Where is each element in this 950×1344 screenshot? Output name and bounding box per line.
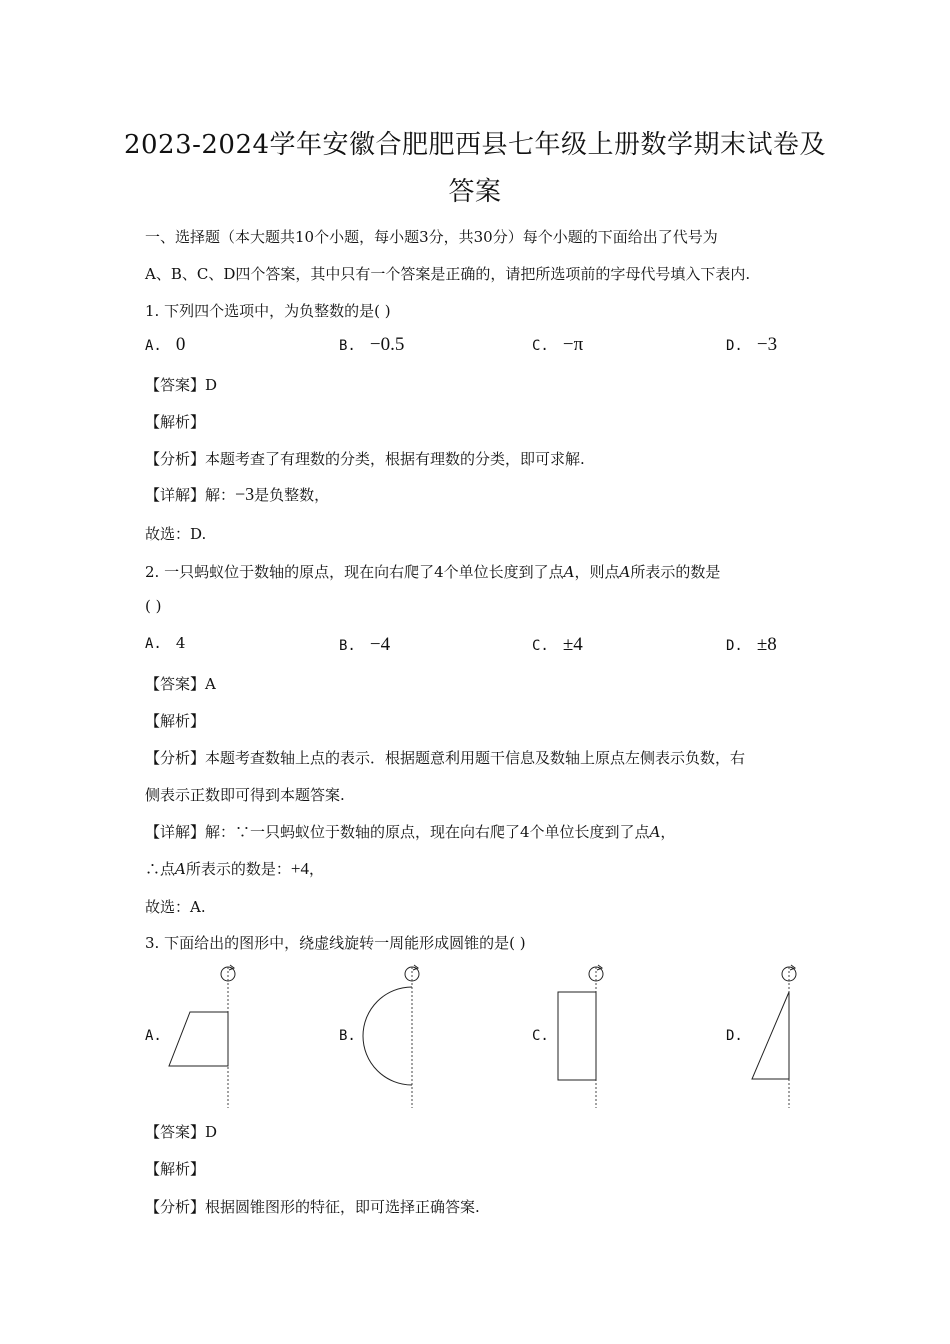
q2-stem-post: 所表示的数是	[630, 563, 721, 581]
option-letter: D.	[726, 338, 743, 354]
q2-stem-paren: ( )	[145, 597, 162, 615]
q2-detail1-point: A	[649, 823, 661, 841]
q2-stem-point1: A	[563, 563, 575, 581]
q1-option-b	[339, 334, 404, 356]
document-title-line1: 2023-2024学年安徽合肥肥西县七年级上册数学期末试卷及	[123, 130, 827, 160]
option-value: 4	[175, 634, 186, 652]
q2-detail2-mid: 所表示的数是：	[185, 860, 291, 878]
q3-answer: 【答案】D	[145, 1123, 218, 1141]
option-value: ±8	[756, 634, 777, 655]
document-title-line2: 答案	[448, 177, 502, 207]
q2-detail-line2	[145, 858, 324, 879]
q2-detail2-point: A	[175, 860, 186, 878]
q2-stem-pre: 2. 一只蚂蚁位于数轴的原点，现在向右爬了4个单位长度到了点	[145, 563, 564, 581]
option-letter: C.	[532, 338, 549, 354]
q2-option-b	[339, 634, 390, 656]
q2-option-a	[145, 634, 185, 652]
q2-detail2-value: +4	[290, 859, 309, 878]
q1-option-a	[145, 334, 185, 356]
q2-analysis-line2: 侧表示正数即可得到本题答案.	[145, 786, 345, 804]
q2-choice: 故选：A.	[145, 898, 206, 916]
q2-option-c	[532, 634, 583, 656]
option-value: −π	[562, 334, 584, 355]
option-value: −0.5	[369, 334, 405, 355]
q1-detail-pre: 【详解】解：	[145, 486, 236, 504]
q1-answer: 【答案】D	[145, 376, 218, 394]
q3-figure-d-label: D.	[726, 1028, 743, 1044]
q1-detail-value: −3	[235, 484, 255, 504]
semicircle-shape	[363, 987, 412, 1085]
q1-option-d	[726, 334, 777, 356]
q3-figure-b-label: B.	[339, 1028, 356, 1044]
q1-analysis-heading: 【解析】	[145, 413, 206, 431]
trapezoid-shape	[169, 1012, 228, 1066]
q3-figure-c-label: C.	[532, 1028, 549, 1044]
q3-figure-c	[545, 962, 655, 1112]
q2-option-d	[726, 634, 777, 656]
q2-detail2-pre: ∴点	[145, 860, 176, 878]
section-intro-line1: 一、选择题（本大题共10个小题，每小题3分，共30分）每个小题的下面给出了代号为	[145, 228, 718, 246]
option-value: −3	[756, 334, 778, 355]
q2-analysis-line1: 【分析】本题考查数轴上点的表示．根据题意利用题干信息及数轴上原点左侧表示负数，右	[145, 749, 746, 767]
q1-option-c	[532, 334, 583, 356]
q3-stem: 3. 下面给出的图形中，绕虚线旋转一周能形成圆锥的是( )	[145, 934, 526, 952]
q1-detail	[145, 484, 329, 505]
q2-stem	[145, 561, 720, 582]
q3-figure-d	[740, 962, 850, 1112]
q1-stem: 1. 下列四个选项中，为负整数的是( )	[145, 302, 391, 320]
option-letter: B.	[339, 338, 356, 354]
q3-analysis: 【分析】根据圆锥图形的特征，即可选择正确答案.	[145, 1198, 480, 1216]
option-letter: A.	[145, 338, 162, 354]
q2-detail1-pre: 【详解】解：∵一只蚂蚁位于数轴的原点，现在向右爬了4个单位长度到了点	[145, 823, 650, 841]
q3-figure-b	[350, 962, 460, 1112]
rectangle-shape	[558, 992, 596, 1080]
q2-analysis-heading: 【解析】	[145, 712, 206, 730]
option-value: −4	[369, 634, 391, 655]
option-value: ±4	[562, 634, 583, 655]
section-intro-line2: A、B、C、D四个答案，其中只有一个答案是正确的，请把所选项前的字母代号填入下表内.	[145, 265, 751, 283]
q2-detail1-post: ，	[660, 823, 676, 841]
q1-analysis: 【分析】本题考查了有理数的分类，根据有理数的分类，即可求解.	[145, 450, 585, 468]
q2-stem-point2: A	[619, 563, 631, 581]
option-value: 0	[175, 334, 186, 355]
q2-stem-mid: ，则点	[574, 563, 620, 581]
q1-choice: 故选：D.	[145, 525, 207, 543]
option-letter: C.	[532, 638, 549, 654]
q3-figure-a	[160, 962, 270, 1112]
q1-detail-post: 是负整数，	[254, 486, 330, 504]
triangle-shape	[752, 992, 789, 1079]
option-letter: D.	[726, 638, 743, 654]
option-letter: B.	[339, 638, 356, 654]
option-letter: A.	[145, 636, 162, 652]
q3-analysis-heading: 【解析】	[145, 1160, 206, 1178]
q2-detail2-post: ，	[308, 860, 324, 878]
q2-detail-line1	[145, 821, 675, 842]
q2-answer: 【答案】A	[145, 675, 216, 693]
q3-figure-a-label: A.	[145, 1028, 162, 1044]
